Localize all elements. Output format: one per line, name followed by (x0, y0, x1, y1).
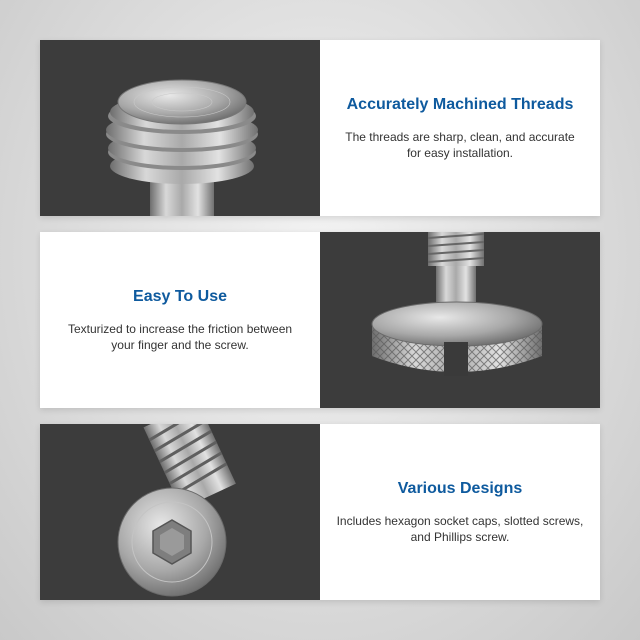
feature-description (323, 513, 598, 545)
feature-description (54, 321, 306, 353)
description-line: and Phillips screw. (410, 530, 510, 544)
feature-text-easy-use (40, 232, 320, 408)
feature-description (331, 129, 588, 161)
feature-title: Accurately Machined Threads (346, 96, 574, 113)
description-line: your finger and the screw. (111, 338, 249, 352)
feature-text-designs (320, 424, 600, 600)
feature-panel-easy-use (40, 232, 600, 408)
description-line: Includes hexagon socket caps, slotted screws, (336, 514, 584, 528)
feature-panel-threads (40, 40, 600, 216)
description-line: Texturized to increase the friction between (67, 322, 293, 336)
feature-title: Easy To Use (133, 288, 227, 305)
description-line: The threads are sharp, clean, and accurate (345, 130, 575, 144)
knurled-screw-image (320, 232, 600, 408)
description-line: for easy installation. (406, 146, 514, 160)
feature-title: Various Designs (397, 480, 523, 497)
feature-panel-designs (40, 424, 600, 600)
hex-socket-screw-image (40, 424, 320, 600)
feature-text-threads (320, 40, 600, 216)
threaded-screw-image (40, 40, 320, 216)
